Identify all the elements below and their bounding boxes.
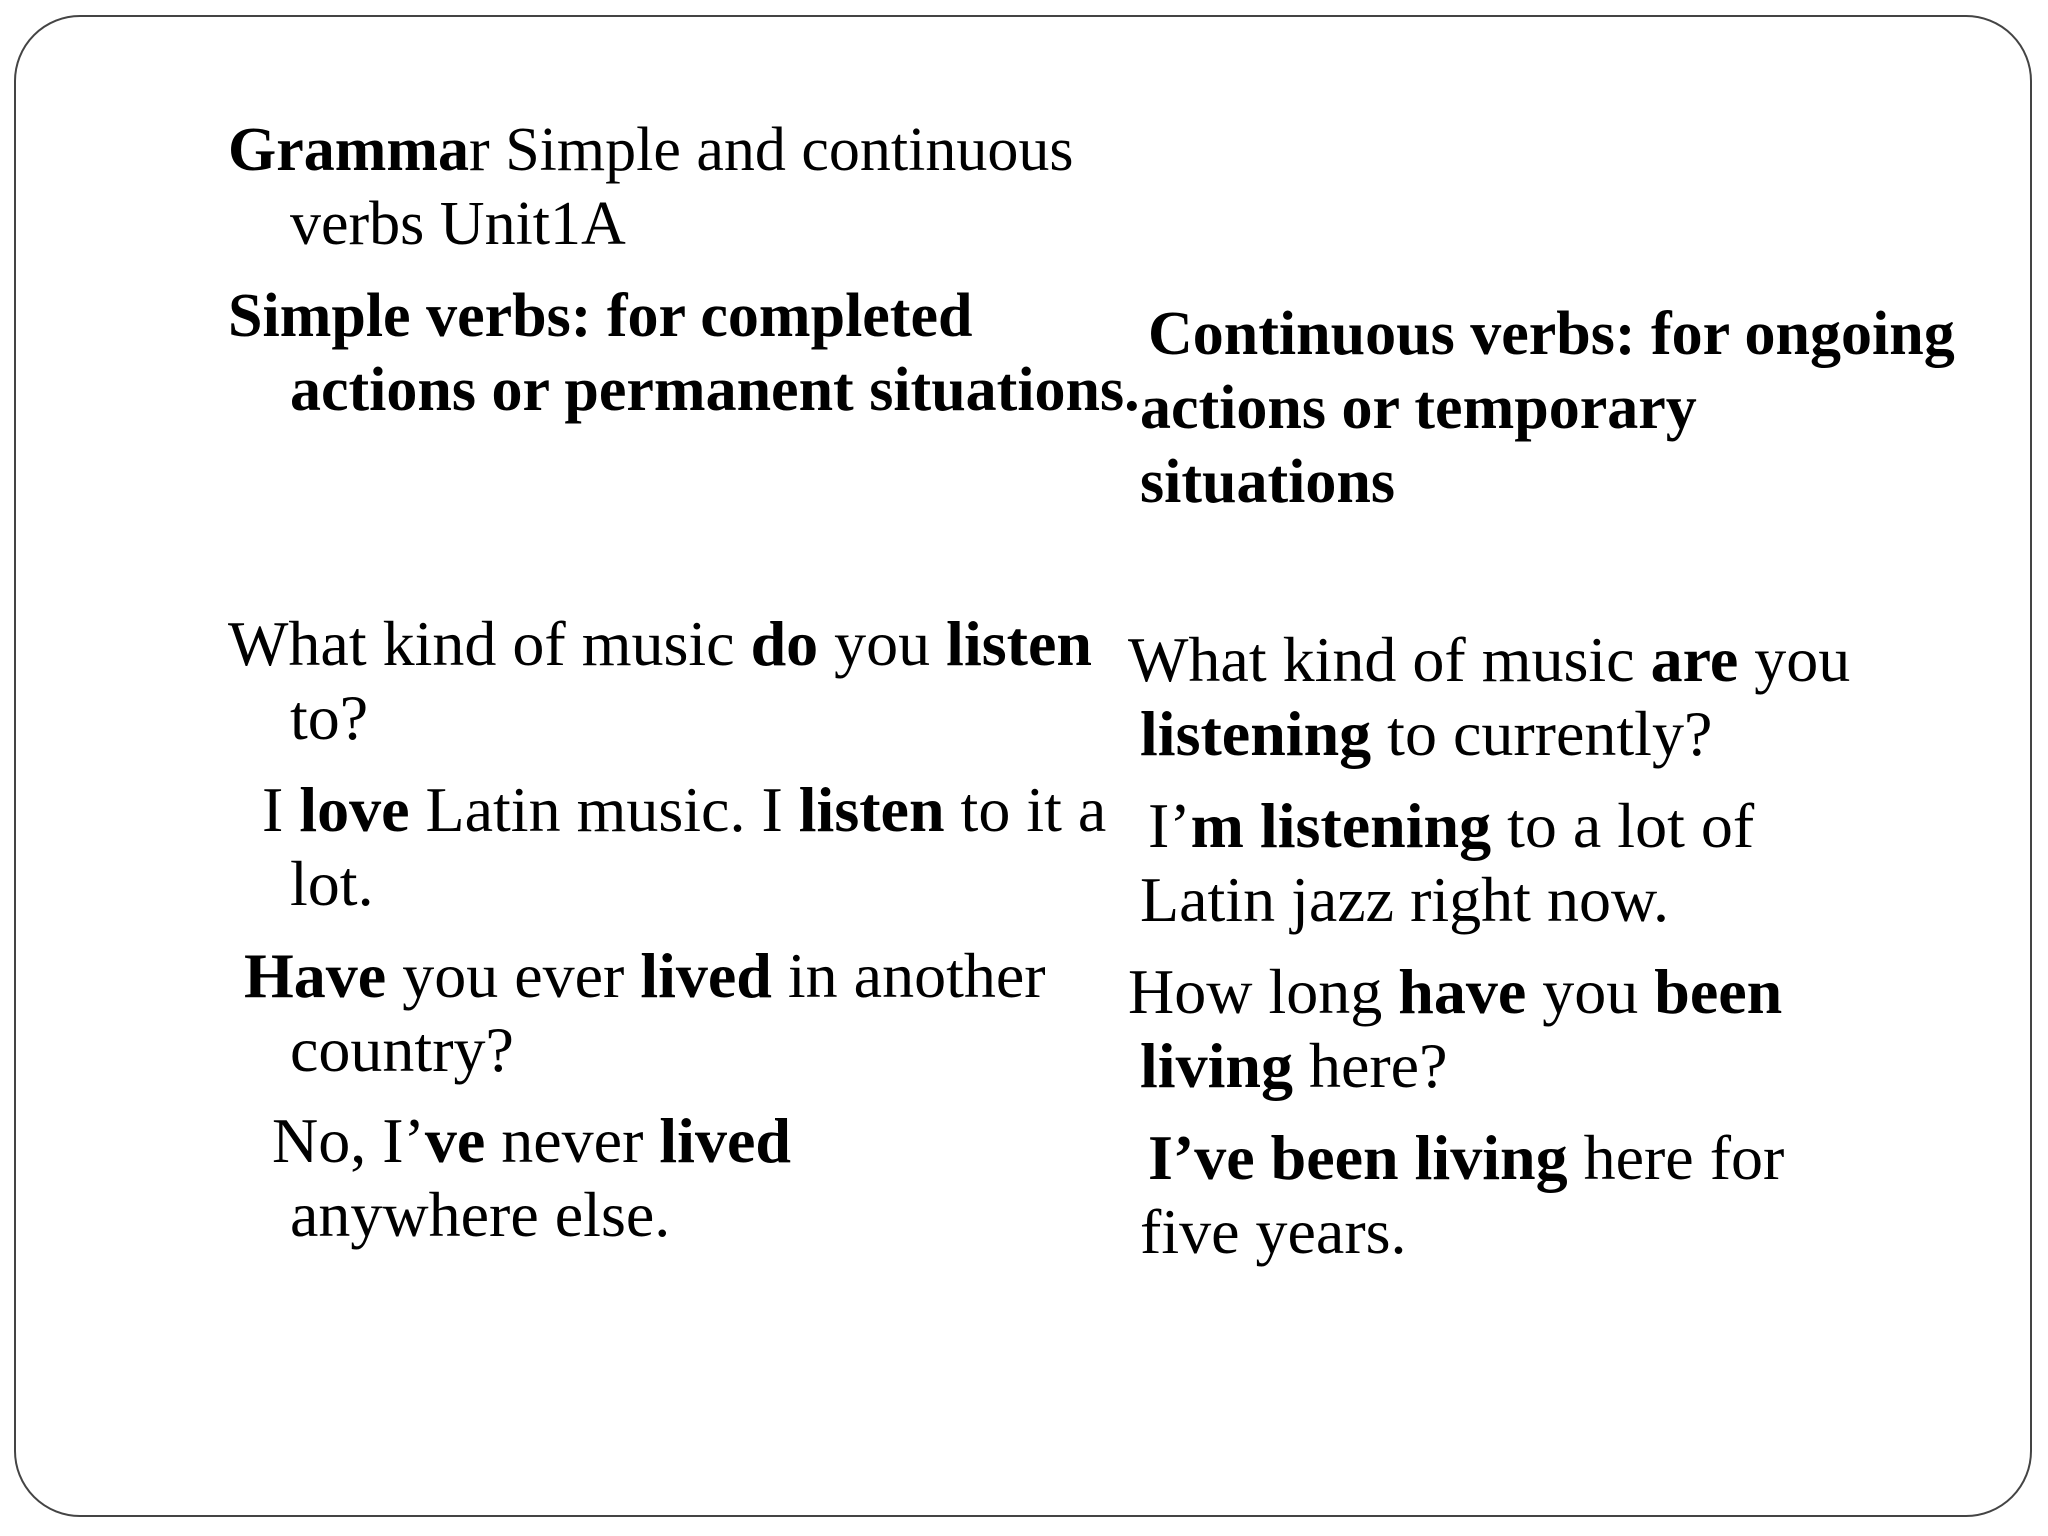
example-segment: to it a lot. xyxy=(290,774,1107,919)
example-segment: listen xyxy=(798,774,945,845)
example-segment: lived xyxy=(640,940,772,1011)
example-segment: Have xyxy=(244,940,387,1011)
example-segment xyxy=(1140,1122,1148,1193)
example-segment: No, I’ xyxy=(272,1105,425,1176)
example-segment: listen xyxy=(946,608,1092,679)
example-segment: do xyxy=(750,608,819,679)
example-segment: you xyxy=(818,608,947,679)
example-segment: been living xyxy=(1140,956,1783,1101)
right-example-3 xyxy=(1128,955,1940,1103)
example-segment: here for five years. xyxy=(1140,1122,1785,1267)
example-segment: lived xyxy=(659,1105,791,1176)
example-segment: to currently? xyxy=(1371,698,1713,769)
example-segment: How long xyxy=(1128,956,1399,1027)
left-example-1 xyxy=(228,607,1150,755)
example-segment: you xyxy=(1738,624,1851,695)
left-example-2 xyxy=(262,773,1120,921)
example-segment: in another country? xyxy=(290,940,1046,1085)
example-segment: I xyxy=(262,774,300,845)
example-segment: you ever xyxy=(386,940,641,1011)
slide-title xyxy=(228,113,1110,261)
example-segment: m listening xyxy=(1190,790,1492,861)
example-segment: What kind of music xyxy=(228,608,751,679)
example-segment: I’ve been living xyxy=(1148,1122,1568,1193)
right-example-4 xyxy=(1140,1121,1860,1269)
example-segment: you xyxy=(1526,956,1655,1027)
right-example-1 xyxy=(1128,623,1940,771)
left-column-heading: Simple verbs: for completed actions or permanent situations. xyxy=(228,282,1140,424)
example-segment: I’ xyxy=(1148,790,1191,861)
example-segment xyxy=(1140,790,1148,861)
example-segment: love xyxy=(299,774,410,845)
example-segment: ve xyxy=(424,1105,486,1176)
example-segment: to a lot of Latin jazz right now. xyxy=(1140,790,1755,935)
left-example-3 xyxy=(244,939,1130,1087)
example-segment: Latin music. I xyxy=(409,774,799,845)
title-segment: Gramma xyxy=(228,116,470,184)
left-example-4 xyxy=(272,1104,990,1252)
example-segment: are xyxy=(1650,624,1739,695)
example-segment: listening xyxy=(1140,698,1372,769)
example-segment: never xyxy=(485,1105,660,1176)
title-segment: r Simple and continuous verbs Unit1A xyxy=(290,116,1074,258)
right-heading-text: Continuous verbs: for ongoing actions or temporary situations xyxy=(1140,300,1955,516)
example-segment: to? xyxy=(290,682,369,753)
right-example-2 xyxy=(1140,789,1900,937)
right-column-heading xyxy=(1140,297,1960,519)
example-segment: What kind of music xyxy=(1128,624,1651,695)
example-segment: have xyxy=(1398,956,1527,1027)
example-segment: here? xyxy=(1292,1030,1448,1101)
example-segment: anywhere else. xyxy=(290,1179,671,1250)
